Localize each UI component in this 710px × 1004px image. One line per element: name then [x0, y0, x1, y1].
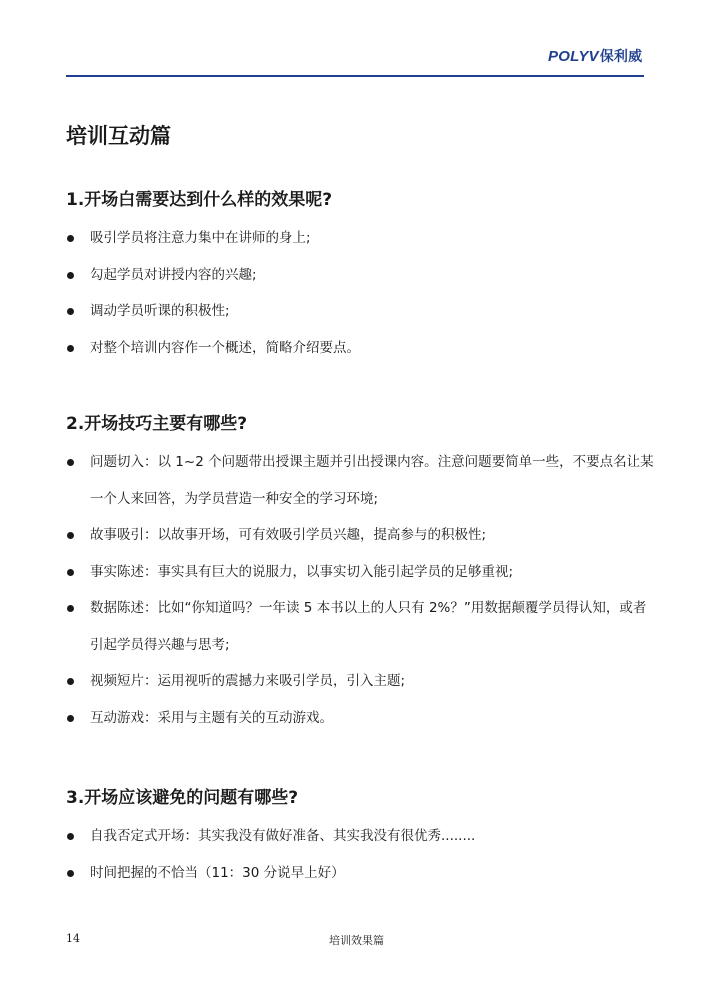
- list-item: 吸引学员将注意力集中在讲师的身上;: [66, 220, 656, 257]
- section-opening-techniques: [66, 412, 656, 736]
- list-item: 时间把握的不恰当（11：30 分说早上好）: [66, 855, 656, 892]
- logo-chinese: 保利威: [599, 49, 643, 65]
- bullet-icon: [67, 870, 74, 877]
- bullet-icon: [67, 235, 74, 242]
- bullet-icon: [67, 605, 74, 612]
- bullet-icon: [67, 272, 74, 279]
- section-opening-pitfalls: [66, 786, 656, 891]
- bullet-icon: [67, 308, 74, 315]
- footer-title: 培训效果篇: [329, 934, 384, 947]
- logo-wordmark: POLYV: [548, 48, 599, 65]
- bullet-list: [66, 818, 656, 891]
- list-item: 互动游戏：采用与主题有关的互动游戏。: [66, 700, 656, 737]
- list-item: 故事吸引：以故事开场，可有效吸引学员兴趣，提高参与的积极性;: [66, 517, 656, 554]
- bullet-list: [66, 444, 656, 736]
- list-item: 数据陈述：比如“你知道吗？一年读 5 本书以上的人只有 2%？”用数据颠覆学员得认知，或者引起学员得兴趣与思考;: [66, 590, 656, 663]
- list-item: 对整个培训内容作一个概述，简略介绍要点。: [66, 330, 656, 367]
- bullet-list: [66, 220, 656, 366]
- bullet-icon: [67, 569, 74, 576]
- list-item: 调动学员听课的积极性;: [66, 293, 656, 330]
- section-title: 3.开场应该避免的问题有哪些?: [66, 788, 299, 808]
- section-title: 2.开场技巧主要有哪些?: [66, 414, 248, 434]
- page-title: 培训互动篇: [66, 124, 171, 148]
- list-item: 勾起学员对讲授内容的兴趣;: [66, 257, 656, 294]
- section-title: 1.开场白需要达到什么样的效果呢?: [66, 190, 333, 210]
- page-number: 14: [66, 932, 80, 945]
- list-item: 事实陈述：事实具有巨大的说服力，以事实切入能引起学员的足够重视;: [66, 554, 656, 591]
- bullet-icon: [67, 459, 74, 466]
- bullet-icon: [67, 833, 74, 840]
- bullet-icon: [67, 345, 74, 352]
- polyv-logo: [548, 46, 642, 66]
- bullet-icon: [67, 715, 74, 722]
- bullet-icon: [67, 678, 74, 685]
- bullet-icon: [67, 532, 74, 539]
- header-rule: [66, 75, 644, 77]
- list-item: 问题切入：以 1~2 个问题带出授课主题并引出授课内容。注意问题要简单一些，不要点名让某一个人来回答，为学员营造一种安全的学习环境;: [66, 444, 656, 517]
- section-opening-goals: [66, 188, 656, 366]
- list-item: 视频短片：运用视听的震撼力来吸引学员，引入主题;: [66, 663, 656, 700]
- list-item: 自我否定式开场：其实我没有做好准备、其实我没有很优秀........: [66, 818, 656, 855]
